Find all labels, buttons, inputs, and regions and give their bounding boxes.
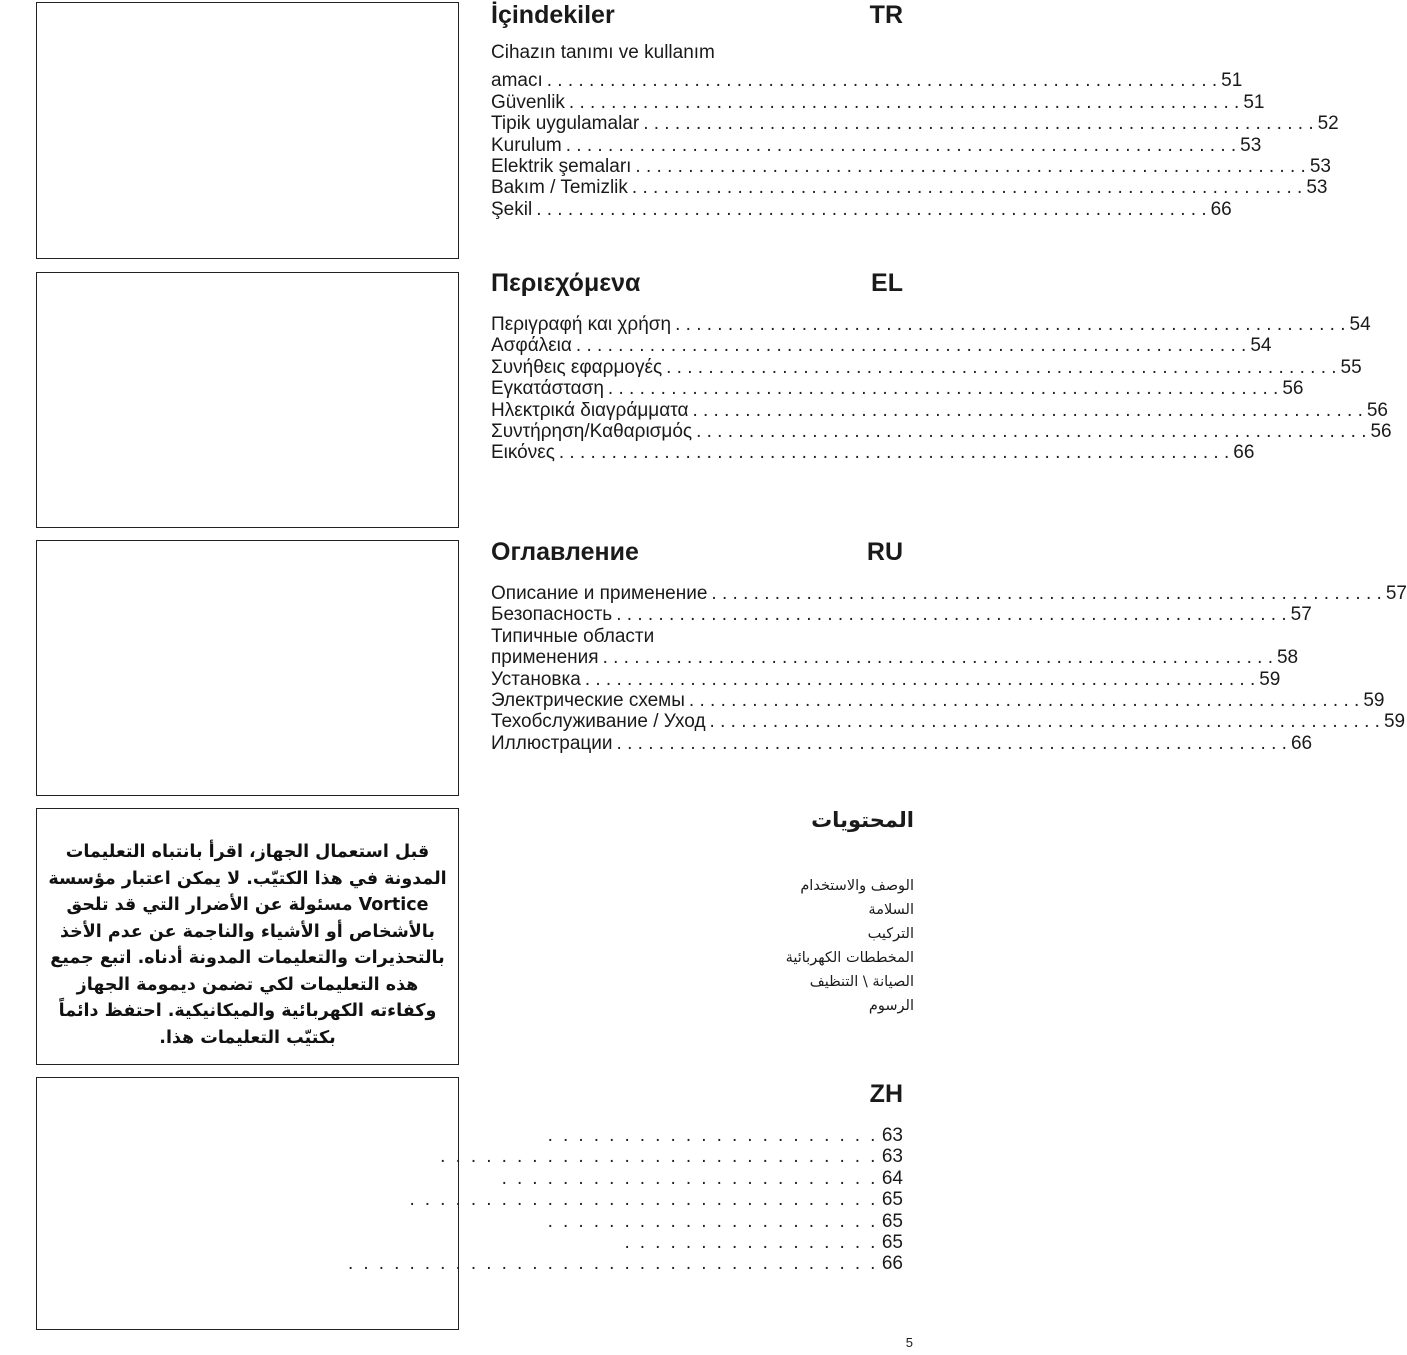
language-code: RU <box>866 538 903 566</box>
toc-item: الرسوم <box>868 998 914 1014</box>
toc-item: amacı . . . 51 <box>491 70 903 91</box>
toc-list <box>491 42 1339 220</box>
language-code: EL <box>871 269 903 297</box>
section-header <box>491 0 903 30</box>
language-code: ZH <box>869 1080 903 1108</box>
toc-item: . . . . . . . . . . . . . . . . . . . . . . . . . . . . . . . . . . . 66 <box>348 1253 903 1275</box>
toc-item: Техобслуживание / Уход . . . 59 <box>491 711 903 732</box>
toc-section-zh <box>348 1079 903 1275</box>
section-title: Оглавление <box>491 538 639 566</box>
section-header <box>491 268 903 298</box>
toc-item: Bakım / Temizlik . . . 53 <box>491 177 903 198</box>
page-number: 5 <box>905 1335 913 1350</box>
toc-item: . . . . . . . . . . . . . . . . . . . . . . . . . 64 <box>501 1167 903 1189</box>
arabic-warning-text: قبل استعمال الجهاز، اقرأ بانتباه التعليمات المدونة في هذا الكتيّب. لا يمكن اعتبار مؤسسة Vortice مسئولة عن الأضرار التي قد تلحق بالأشخاص أو الأشياء والناجمة عن عدم الأخذ بالتحذيرات والتعليمات المدونة أدناه. اتبع جميع هذه التعليمات لكي تضمن ديمومة الجهاز وكفاءته الكهربائية والميكانيكية. احتفظ دائماً بكتيّب التعليمات هذا. <box>48 842 447 1048</box>
toc-item: . . . . . . . . . . . . . . . . . . . . . . 65 <box>547 1210 903 1232</box>
toc-list <box>491 583 1407 754</box>
toc-item: Безопасность . . . 57 <box>491 604 903 625</box>
toc-item: الوصف والاستخدام <box>800 878 914 894</box>
figure-box-tr <box>36 2 459 259</box>
toc-list <box>700 874 914 1018</box>
toc-intro-line: Cihazın tanımı ve kullanım <box>491 42 715 63</box>
section-title: المحتويات <box>811 808 914 832</box>
toc-intro-line: Типичные области <box>491 625 655 647</box>
toc-item: . . . . . . . . . . . . . . . . . . . . . . . . . . . . . . . 65 <box>409 1189 903 1211</box>
toc-item: السلامة <box>868 902 914 918</box>
toc-item: Ηλεκτρικά διαγράμματα . . . 56 <box>491 400 903 421</box>
toc-item: применения . . . 58 <box>491 647 903 668</box>
toc-item: Ασφάλεια . . . 54 <box>491 335 903 356</box>
toc-item: . . . . . . . . . . . . . . . . . . . . . . . . . . . . . 63 <box>440 1146 903 1168</box>
toc-item: Tipik uygulamalar . . . 52 <box>491 113 903 134</box>
toc-item: Описание и применение . . . 57 <box>491 583 903 604</box>
section-title: İçindekiler <box>491 1 615 29</box>
toc-item: Συνήθεις εφαρμογές . . . 55 <box>491 357 903 378</box>
section-title: Περιεχόμενα <box>491 269 641 297</box>
figure-box-zh <box>36 1077 459 1330</box>
toc-list <box>348 1125 903 1275</box>
figure-box-el <box>36 272 459 528</box>
toc-item: Иллюстрации . . . 66 <box>491 733 903 754</box>
toc-item: Περιγραφή και χρήση . . . 54 <box>491 314 903 335</box>
toc-section-ru <box>491 537 1407 754</box>
language-code: TR <box>869 1 903 29</box>
toc-item: . . . . . . . . . . . . . . . . . . . . . . 63 <box>547 1125 903 1146</box>
toc-item: Elektrik şemaları . . . 53 <box>491 156 903 177</box>
toc-section-tr <box>491 0 1339 220</box>
toc-list <box>491 314 1392 464</box>
toc-item: Электрические схемы . . . 59 <box>491 690 903 711</box>
toc-section-ar <box>700 808 914 1018</box>
toc-item: . . . . . . . . . . . . . . . . . 65 <box>624 1231 903 1253</box>
toc-item: Установка . . . 59 <box>491 669 903 690</box>
figure-box-ru <box>36 540 459 796</box>
toc-item: التركيب <box>867 926 914 942</box>
warning-box-arabic <box>36 808 459 1065</box>
toc-item: المخططات الكهربائية <box>785 950 914 966</box>
toc-item: Συντήρηση/Καθαρισμός . . . 56 <box>491 421 903 442</box>
toc-item: Güvenlik . . . 51 <box>491 92 903 113</box>
toc-item: Εγκατάσταση . . . 56 <box>491 378 903 399</box>
toc-item: Şekil . . . 66 <box>491 199 903 220</box>
toc-section-el <box>491 268 1392 464</box>
toc-item: الصيانة \ التنظيف <box>809 974 914 990</box>
toc-item: Kurulum . . . 53 <box>491 135 903 156</box>
toc-item: Εικόνες . . . 66 <box>491 442 903 463</box>
section-header <box>491 1079 903 1109</box>
section-header <box>491 537 903 567</box>
